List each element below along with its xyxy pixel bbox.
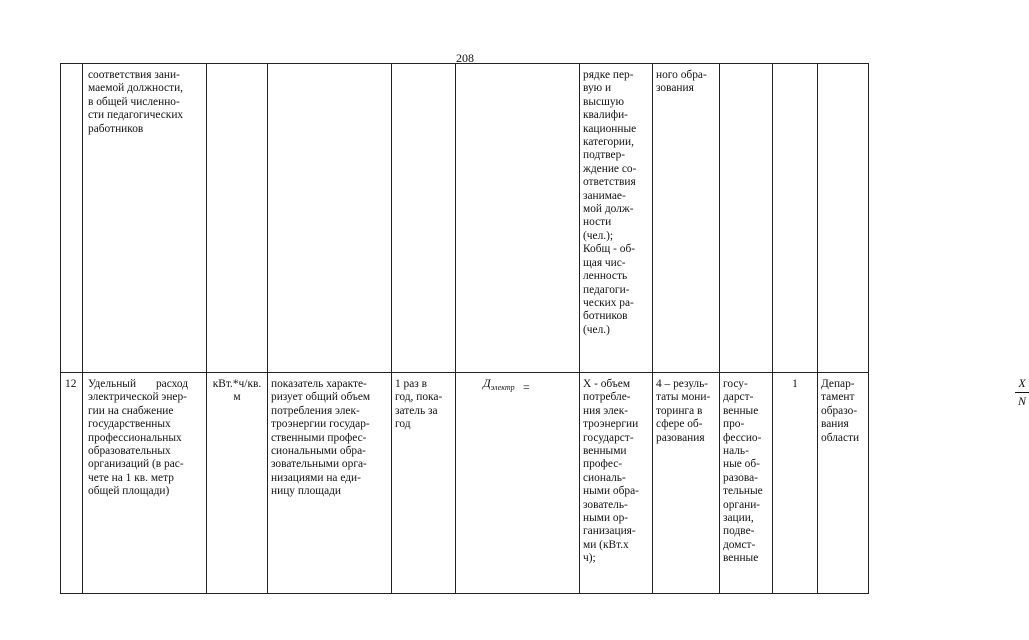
row-12-indicator: Удельный расход электрической энер- гии на снабжение государственных профессиональных образовательных организаций (в рас- чете на 1 кв. метр общей площади) xyxy=(88,378,189,498)
row-12-source: 4 – резуль- таты мони- торинга в сфере об- разования xyxy=(656,378,711,444)
col-divider-7 xyxy=(652,63,653,594)
col-divider-1 xyxy=(82,63,83,594)
formula-denominator: N xyxy=(1017,394,1026,408)
top-source-text: ного обра- зования xyxy=(656,69,707,95)
col-divider-3 xyxy=(267,63,268,594)
formula-numerator: X xyxy=(1018,376,1026,390)
row-12-object: госу- дарст- венные про- фессио- наль- ные об- разова- тельные органи- зации, подве- домст- венные xyxy=(723,378,763,565)
formula-lhs: Д xyxy=(483,376,491,390)
row-12-number: 12 xyxy=(65,378,77,390)
row-12-level: 1 xyxy=(792,378,798,390)
row-12-variables: X - объем потребле- ния элек- троэнергии государст- венными профес- сиональ- ными обра- зователь- ными ор- ганизация- ми (кВт.х ч); xyxy=(583,378,639,565)
col-divider-2 xyxy=(206,63,207,594)
col-divider-8 xyxy=(719,63,720,594)
col-divider-5 xyxy=(455,63,456,594)
formula-equals: = xyxy=(523,380,530,394)
fraction-bar xyxy=(1015,392,1029,393)
col-divider-9 xyxy=(772,63,773,594)
formula-fraction xyxy=(1015,376,1029,409)
top-indicator-text: соответствия зани- маемой должности, в общей численно- сти педагогических работников xyxy=(88,69,184,135)
row-12-unit: кВт.*ч/кв. м xyxy=(212,378,262,404)
top-variables-text: рядке пер- вую и высшую квалифи- кационные категории, подтвер- ждение со- ответствия занимае- мой долж- ности (чел.); Кобщ - об- щая чис- ленность педагоги- ческих ра- ботников (чел.) xyxy=(583,69,637,336)
formula-lhs-subscript: электр xyxy=(490,383,515,392)
row-12-formula xyxy=(483,376,1026,408)
row-12-periodicity: 1 раз в год, пока- затель за год xyxy=(395,378,443,431)
row-12-responsible: Депар- тамент образо- вания области xyxy=(821,378,860,444)
row-12-definition: показатель характе- ризует общий объем потребления элек- троэнергии государ- ственными профес- сиональными обра- зовательными орга- низациями на еди- ницу площади xyxy=(271,378,371,498)
col-divider-10 xyxy=(817,63,818,594)
row-divider xyxy=(60,372,869,373)
page-number: 208 xyxy=(456,51,474,65)
col-divider-6 xyxy=(579,63,580,594)
col-divider-4 xyxy=(391,63,392,594)
